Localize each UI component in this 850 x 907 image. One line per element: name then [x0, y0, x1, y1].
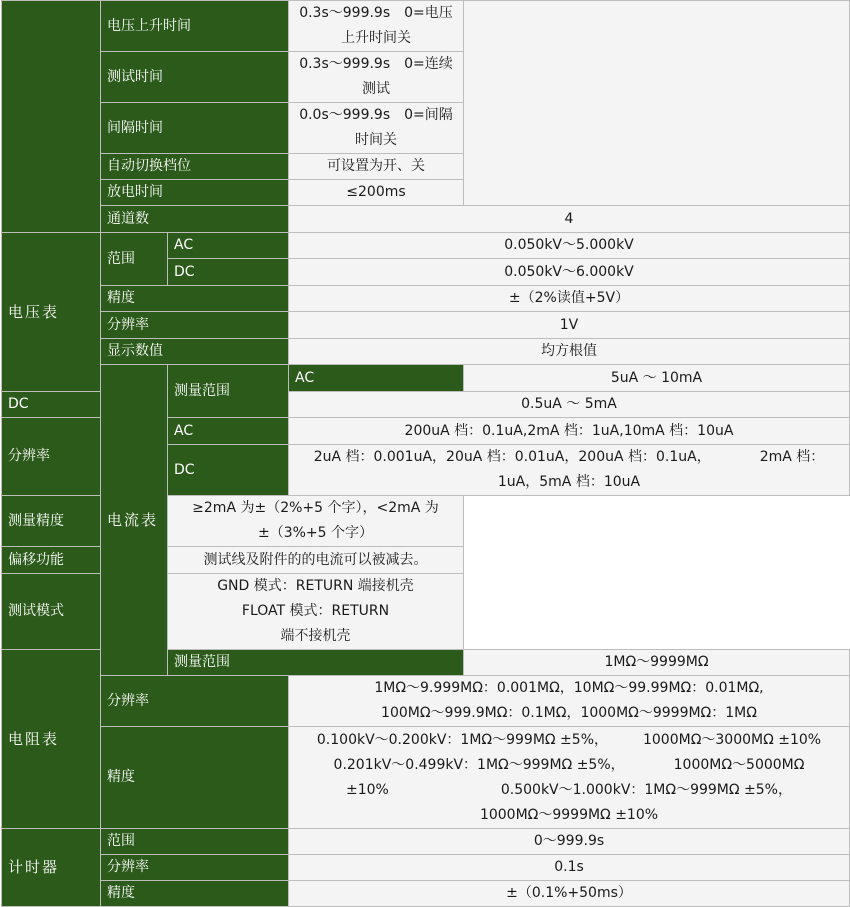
rise-time-value: 0.3s～999.9s 0=电压 上升时间关 [289, 1, 464, 52]
ammeter-group-label: 电流表 [101, 365, 168, 676]
ohm-range-value: 1MΩ～9999MΩ [464, 650, 850, 676]
amp-range-ac-value: 5uA ～ 10mA [464, 365, 850, 392]
amp-offset-value: 测试线及附件的的电流可以被减去。 [168, 547, 464, 574]
timer-range-value: 0～999.9s [289, 829, 850, 855]
ohmmeter-group-label: 电阻表 [2, 650, 101, 829]
row-timer-accuracy [2, 881, 850, 907]
row-timer-range [2, 829, 850, 855]
timer-accuracy-label: 精度 [101, 881, 289, 907]
amp-range-dc-label: DC [2, 392, 101, 418]
ohm-resolution-label: 分辨率 [101, 676, 289, 727]
auto-range-label: 自动切换档位 [101, 154, 289, 180]
timer-resolution-value: 0.1s [289, 855, 850, 881]
row-ohm-resolution [2, 676, 850, 727]
test-time-value: 0.3s～999.9s 0=连续 测试 [289, 52, 464, 103]
row-timer-resolution [2, 855, 850, 881]
auto-range-value: 可设置为开、关 [289, 154, 464, 180]
amp-res-dc-label: DC [168, 445, 289, 496]
amp-mode-label: 测试模式 [2, 574, 168, 650]
spec-table [1, 0, 850, 907]
channels-value: 4 [289, 206, 850, 233]
row-volt-accuracy [2, 286, 850, 312]
timer-range-label: 范围 [101, 829, 289, 855]
ohm-accuracy-value: 0.100kV～0.200kV：1MΩ～999MΩ ±5%， 1000MΩ～3000MΩ ±10% 0.201kV～0.499kV：1MΩ～999MΩ ±5%， 1000MΩ～5000MΩ ±10% 0.500kV～1.000kV：1MΩ～999MΩ ±5%， 1000MΩ～9999MΩ ±10% [289, 727, 850, 829]
amp-res-ac-value: 200uA 档：0.1uA,2mA 档：1uA,10mA 档：10uA [289, 418, 850, 445]
row-volt-ac [2, 233, 850, 259]
row-voltage-rise-time [2, 1, 850, 52]
volt-dc-value: 0.050kV～6.000kV [289, 259, 850, 286]
top-group-cell [2, 1, 101, 233]
amp-accuracy-value: ≥2mA 为±（2%+5 个字），<2mA 为±（3%+5 个字） [168, 496, 464, 547]
row-ohm-accuracy [2, 727, 850, 829]
volt-dc-label: DC [168, 259, 289, 286]
volt-range-label: 范围 [101, 233, 168, 286]
volt-ac-value: 0.050kV～5.000kV [289, 233, 850, 259]
row-channels [2, 206, 850, 233]
timer-group-label: 计时器 [2, 829, 101, 907]
volt-accuracy-value: ±（2%读值+5V） [289, 286, 850, 312]
channels-label: 通道数 [101, 206, 289, 233]
amp-accuracy-label: 测量精度 [2, 496, 168, 547]
amp-res-dc-value: 2uA 档：0.001uA，20uA 档：0.01uA，200uA 档：0.1uA， 2mA 档： 1uA，5mA 档：10uA [289, 445, 850, 496]
volt-accuracy-label: 精度 [101, 286, 289, 312]
amp-mode-value: GND 模式：RETURN 端接机壳 FLOAT 模式：RETURN 端不接机壳 [168, 574, 464, 650]
row-amp-range-ac [2, 365, 850, 392]
blank-area [464, 1, 850, 206]
row-amp-mode [2, 574, 850, 650]
ohm-range-label: 测量范围 [168, 650, 464, 676]
volt-resolution-label: 分辨率 [101, 312, 289, 339]
volt-ac-label: AC [168, 233, 289, 259]
volt-resolution-value: 1V [289, 312, 850, 339]
volt-display-label: 显示数值 [101, 339, 289, 365]
rise-time-label: 电压上升时间 [101, 1, 289, 52]
timer-accuracy-value: ±（0.1%+50ms） [289, 881, 850, 907]
voltmeter-group-label: 电压表 [2, 233, 101, 392]
amp-range-label: 测量范围 [168, 365, 289, 418]
row-volt-display [2, 339, 850, 365]
amp-range-dc-value: 0.5uA ～ 5mA [289, 392, 850, 418]
interval-value: 0.0s～999.9s 0=间隔 时间关 [289, 103, 464, 154]
timer-resolution-label: 分辨率 [101, 855, 289, 881]
interval-label: 间隔时间 [101, 103, 289, 154]
row-amp-offset [2, 547, 850, 574]
volt-display-value: 均方根值 [289, 339, 850, 365]
amp-res-ac-label: AC [168, 418, 289, 445]
discharge-value: ≤200ms [289, 180, 464, 206]
ohm-accuracy-label: 精度 [101, 727, 289, 829]
test-time-label: 测试时间 [101, 52, 289, 103]
amp-offset-label: 偏移功能 [2, 547, 168, 574]
amp-resolution-label: 分辨率 [2, 418, 101, 496]
row-volt-resolution [2, 312, 850, 339]
ohm-resolution-value: 1MΩ～9.999MΩ：0.001MΩ，10MΩ～99.99MΩ：0.01MΩ, 100MΩ～999.9MΩ：0.1MΩ，1000MΩ～9999MΩ：1MΩ [289, 676, 850, 727]
discharge-label: 放电时间 [101, 180, 289, 206]
amp-range-ac-label: AC [289, 365, 464, 392]
